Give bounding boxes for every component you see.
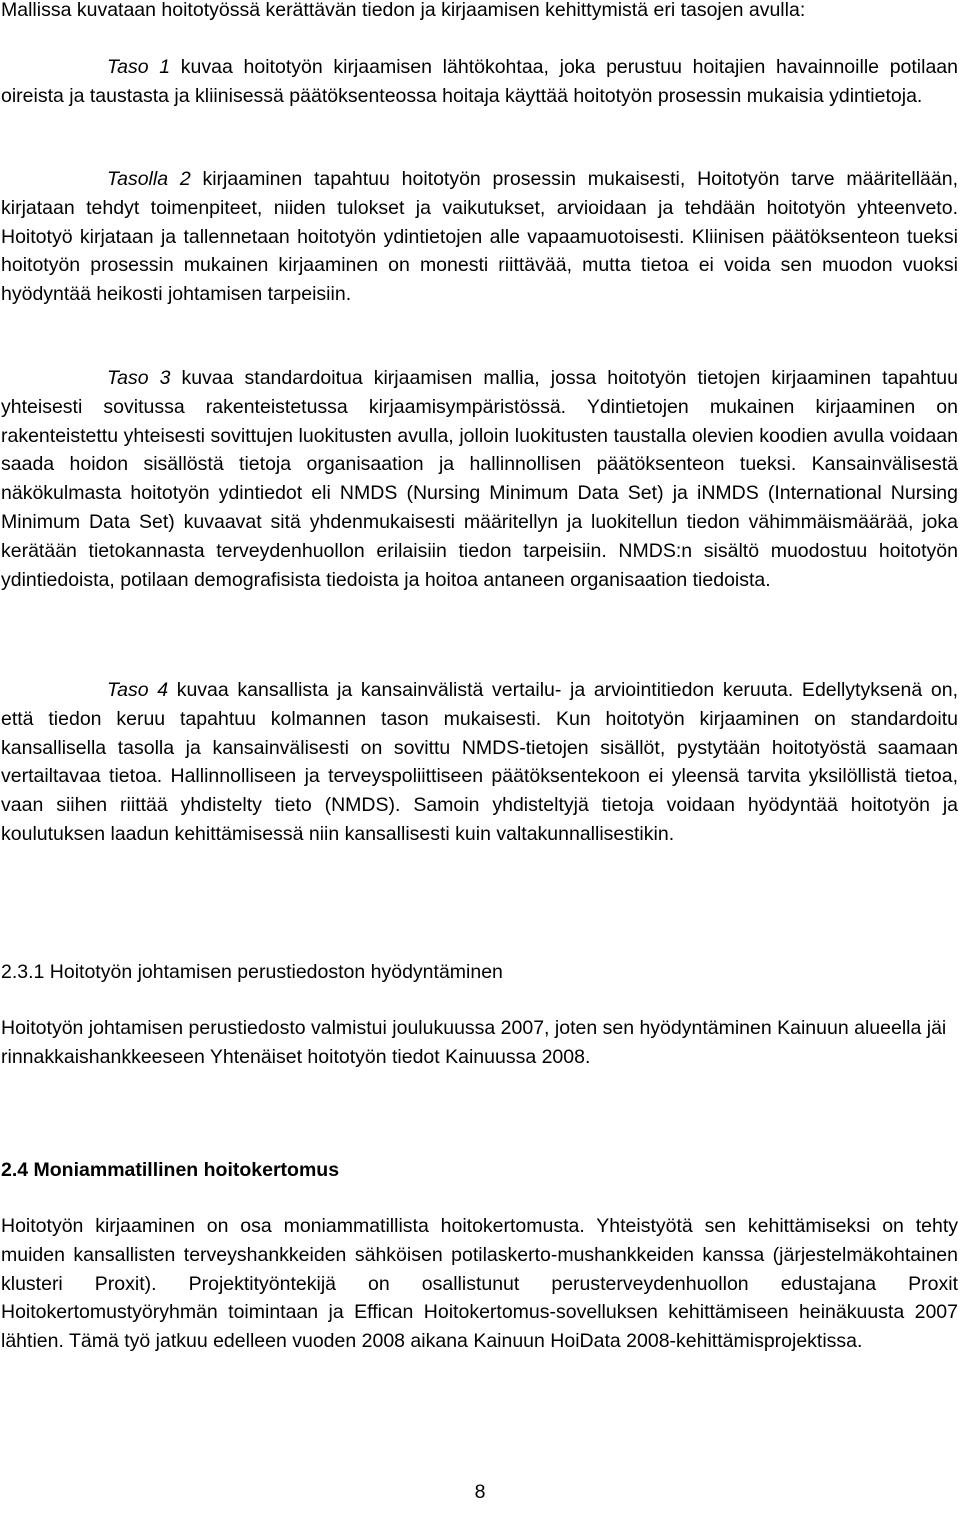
section-2-3-1-paragraph (1, 1014, 958, 1072)
level-2-label: Tasolla 2 (107, 168, 191, 190)
level-3-label: Taso 3 (107, 367, 171, 389)
level-3-text: kuvaa standardoitua kirjaamisen mallia, jossa hoitotyön tietojen kirjaaminen tapahtuu yhteisesti sovitussa rakenteistetussa kirjaamisympäristössä. Ydintietojen mukainen kirjaaminen on rakenteistettu yhteisesti sovittujen luokitusten avulla, jolloin luokitusten taustalla olevien koodien avulla voidaan saada hoidon sisällöstä tietoja organisaation ja hallinnollisen päätöksenteon tueksi. Kansainvälisestä näkökulmasta hoitotyön ydintiedot eli NMDS (Nursing Minimum Data Set) ja iNMDS (International Nursing Minimum Data Set) kuvaavat sitä yhdenmukaisesti määritellyn ja luokitellun tiedon vähimmäismäärää, joka kerätään tietokannasta terveydenhuollon erilaisiin tiedon tarpeisiin. NMDS:n sisältö muodostuu hoitotyön ydintiedoista, potilaan demografisista tiedoista ja hoitoa antaneen organisaation tiedoista. (1, 367, 958, 591)
intro-paragraph (1, 0, 958, 25)
level-1-label: Taso 1 (107, 56, 171, 78)
level-4-label: Taso 4 (107, 679, 169, 701)
level-3-paragraph (1, 364, 958, 594)
intro-text: Mallissa kuvataan hoitotyössä kerättävän tiedon ja kirjaamisen kehittymistä eri tasojen avulla: (1, 0, 806, 21)
page-number: 8 (474, 1481, 486, 1503)
section-2-4-text: Hoitotyön kirjaaminen on osa moniammatillista hoitokertomusta. Yhteistyötä sen kehittämiseksi on tehty muiden kansallisten terveyshankkeiden sähköisen potilaskerto-mushankkeiden kanssa (järjestelmäkohtainen klusteri Proxit). Projektityöntekijä on osallistunut perusterveydenhuollon edustajana Proxit Hoitokertomustyöryhmän toimintaan ja Effican Hoitokertomus-sovelluksen kehittämiseen heinäkuusta 2007 lähtien. Tämä työ jatkuu edelleen vuoden 2008 aikana Kainuun HoiData 2008-kehittämisprojektissa. (1, 1215, 958, 1353)
section-2-3-1-heading: 2.3.1 Hoitotyön johtamisen perustiedoston hyödyntäminen (1, 961, 503, 983)
level-1-paragraph (1, 53, 958, 111)
level-2-text: kirjaaminen tapahtuu hoitotyön prosessin mukaisesti, Hoitotyön tarve määritellään, kirjataan tehdyt toimenpiteet, niiden tulokset ja vaikutukset, arvioidaan ja tehdään hoitotyön yhteenveto. Hoitotyö kirjataan ja tallennetaan hoitotyön ydintietojen alle vapaamuotoisesti. Kliinisen päätöksenteon tueksi hoitotyön prosessin mukainen kirjaaminen on monesti riittävää, mutta tietoa ei voida sen muodon vuoksi hyödyntää heikosti johtamisen tarpeisiin. (1, 168, 958, 306)
level-2-paragraph (1, 165, 958, 309)
section-2-4-paragraph (1, 1212, 958, 1356)
level-4-text: kuvaa kansallista ja kansainvälistä vertailu- ja arviointitiedon keruuta. Edellytyksenä on, että tiedon keruu tapahtuu kolmannen tason mukaisesti. Kun hoitotyön kirjaaminen on standardoitu kansallisella tasolla ja kansainvälisesti on sovittu NMDS-tietojen sisällöt, pystytään hoitotyöstä saamaan vertailtavaa tietoa. Hallinnolliseen ja terveyspoliittiseen päätöksentekoon ei yleensä tarvita yksilöllistä tietoa, vaan siihen riittää yhdistelty tieto (NMDS). Samoin yhdisteltyjä tietoja voidaan hyödyntää hoitotyön ja koulutuksen laadun kehittämisessä niin kansallisesti kuin valtakunnallisestikin. (1, 679, 959, 845)
section-2-4-heading: 2.4 Moniammatillinen hoitokertomus (1, 1159, 340, 1181)
level-1-text: kuvaa hoitotyön kirjaamisen lähtökohtaa, joka perustuu hoitajien havainnoille potilaan oireista ja taustasta ja kliinisessä päätöksenteossa hoitaja käyttää hoitotyön prosessin mukaisia ydintietoja. (1, 56, 958, 107)
section-2-3-1-text: Hoitotyön johtamisen perustiedosto valmistui joulukuussa 2007, joten sen hyödyntäminen Kainuun alueella jäi rinnakkaishankkeeseen Yhtenäiset hoitotyön tiedot Kainuussa 2008. (1, 1017, 947, 1068)
level-4-paragraph (1, 676, 958, 849)
